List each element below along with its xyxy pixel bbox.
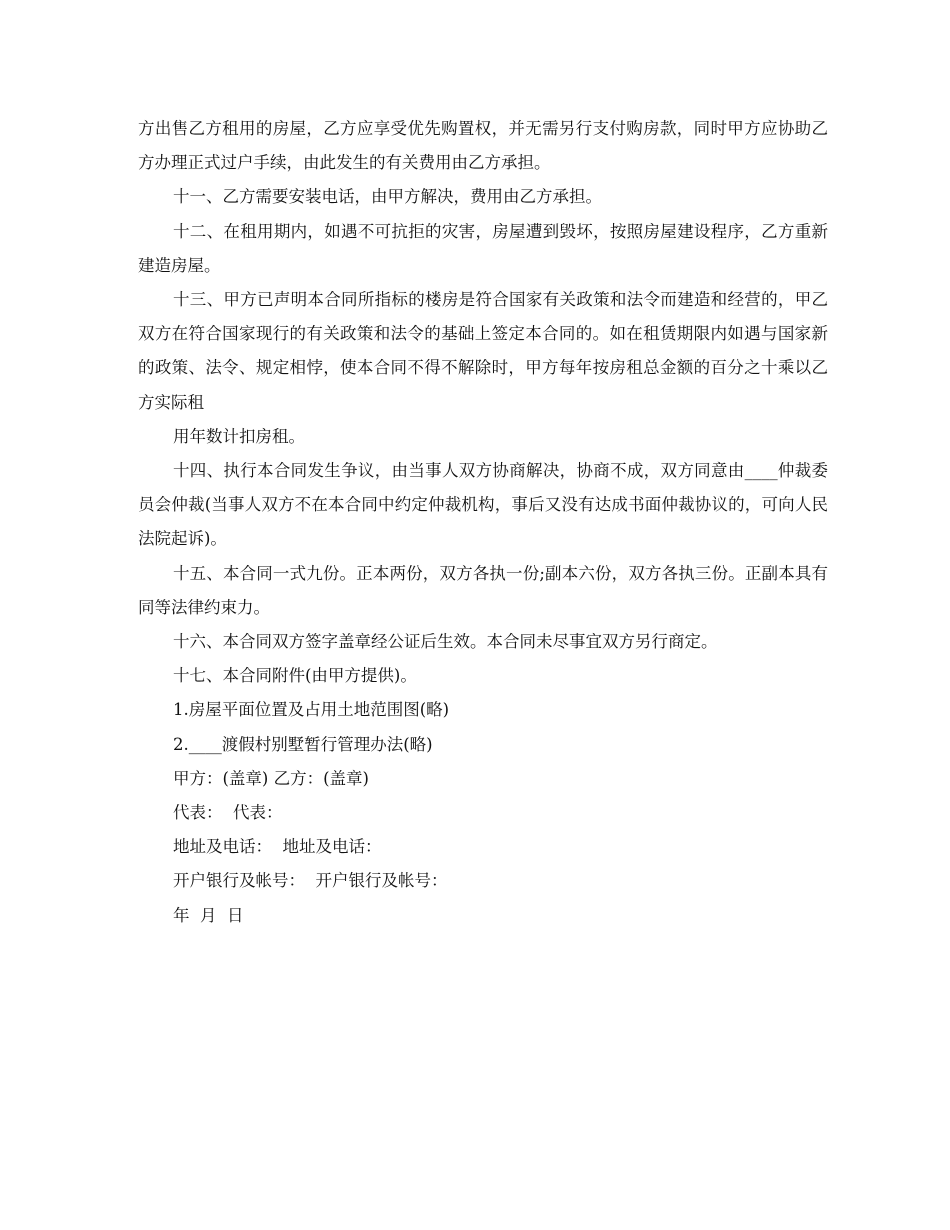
paragraph-clause-17: 十七、本合同附件(由甲方提供)。 xyxy=(173,666,417,686)
paragraph-clause-11: 十一、乙方需要安装电话，由甲方解决，费用由乙方承担。 xyxy=(173,187,602,207)
attachment-item-2: 2.____渡假村别墅暂行管理办法(略) xyxy=(173,734,433,754)
paragraph-clause-13-continued: 用年数计扣房租。 xyxy=(173,426,305,446)
paragraph-clause-13: 十三、甲方已声明本合同所指标的楼房是符合国家有关政策和法令而建造和经营的，甲乙双方在符合国家现行的有关政策和法令的基础上签定本合同的。如在租赁期限内如遇与国家新的政策、法令、规定相悖，使本合同不得不解除时，甲方每年按房租总金额的百分之十乘以乙方实际租 xyxy=(138,290,828,412)
signature-representative-line: 代表： 代表： xyxy=(173,803,283,823)
attachment-item-1: 1.房屋平面位置及占用土地范围图(略) xyxy=(173,700,450,720)
document-page xyxy=(138,112,828,933)
paragraph-clause-12: 十二、在租用期内，如遇不可抗拒的灾害，房屋遭到毁坏，按照房屋建设程序，乙方重新建造房屋。 xyxy=(138,221,828,275)
signature-bank-line: 开户银行及帐号： 开户银行及帐号： xyxy=(173,871,448,891)
paragraph-clause-14: 十四、执行本合同发生争议，由当事人双方协商解决，协商不成，双方同意由____仲裁委员会仲裁(当事人双方不在本合同中约定仲裁机构，事后又没有达成书面仲裁协议的，可向人民法院起诉)。 xyxy=(138,461,828,549)
paragraph-clause-15: 十五、本合同一式九份。正本两份，双方各执一份;副本六份，双方各执三份。正副本具有同等法律约束力。 xyxy=(138,563,828,617)
signature-parties-line: 甲方：(盖章) 乙方：(盖章) xyxy=(173,768,369,788)
signature-date-line: 年 月 日 xyxy=(173,905,244,925)
paragraph-clause-16: 十六、本合同双方签字盖章经公证后生效。本合同未尽事宜双方另行商定。 xyxy=(173,632,718,652)
paragraph-purchase-right: 方出售乙方租用的房屋，乙方应享受优先购置权，并无需另行支付购房款，同时甲方应协助乙方办理正式过户手续，由此发生的有关费用由乙方承担。 xyxy=(138,119,828,173)
signature-address-line: 地址及电话： 地址及电话： xyxy=(173,837,382,857)
